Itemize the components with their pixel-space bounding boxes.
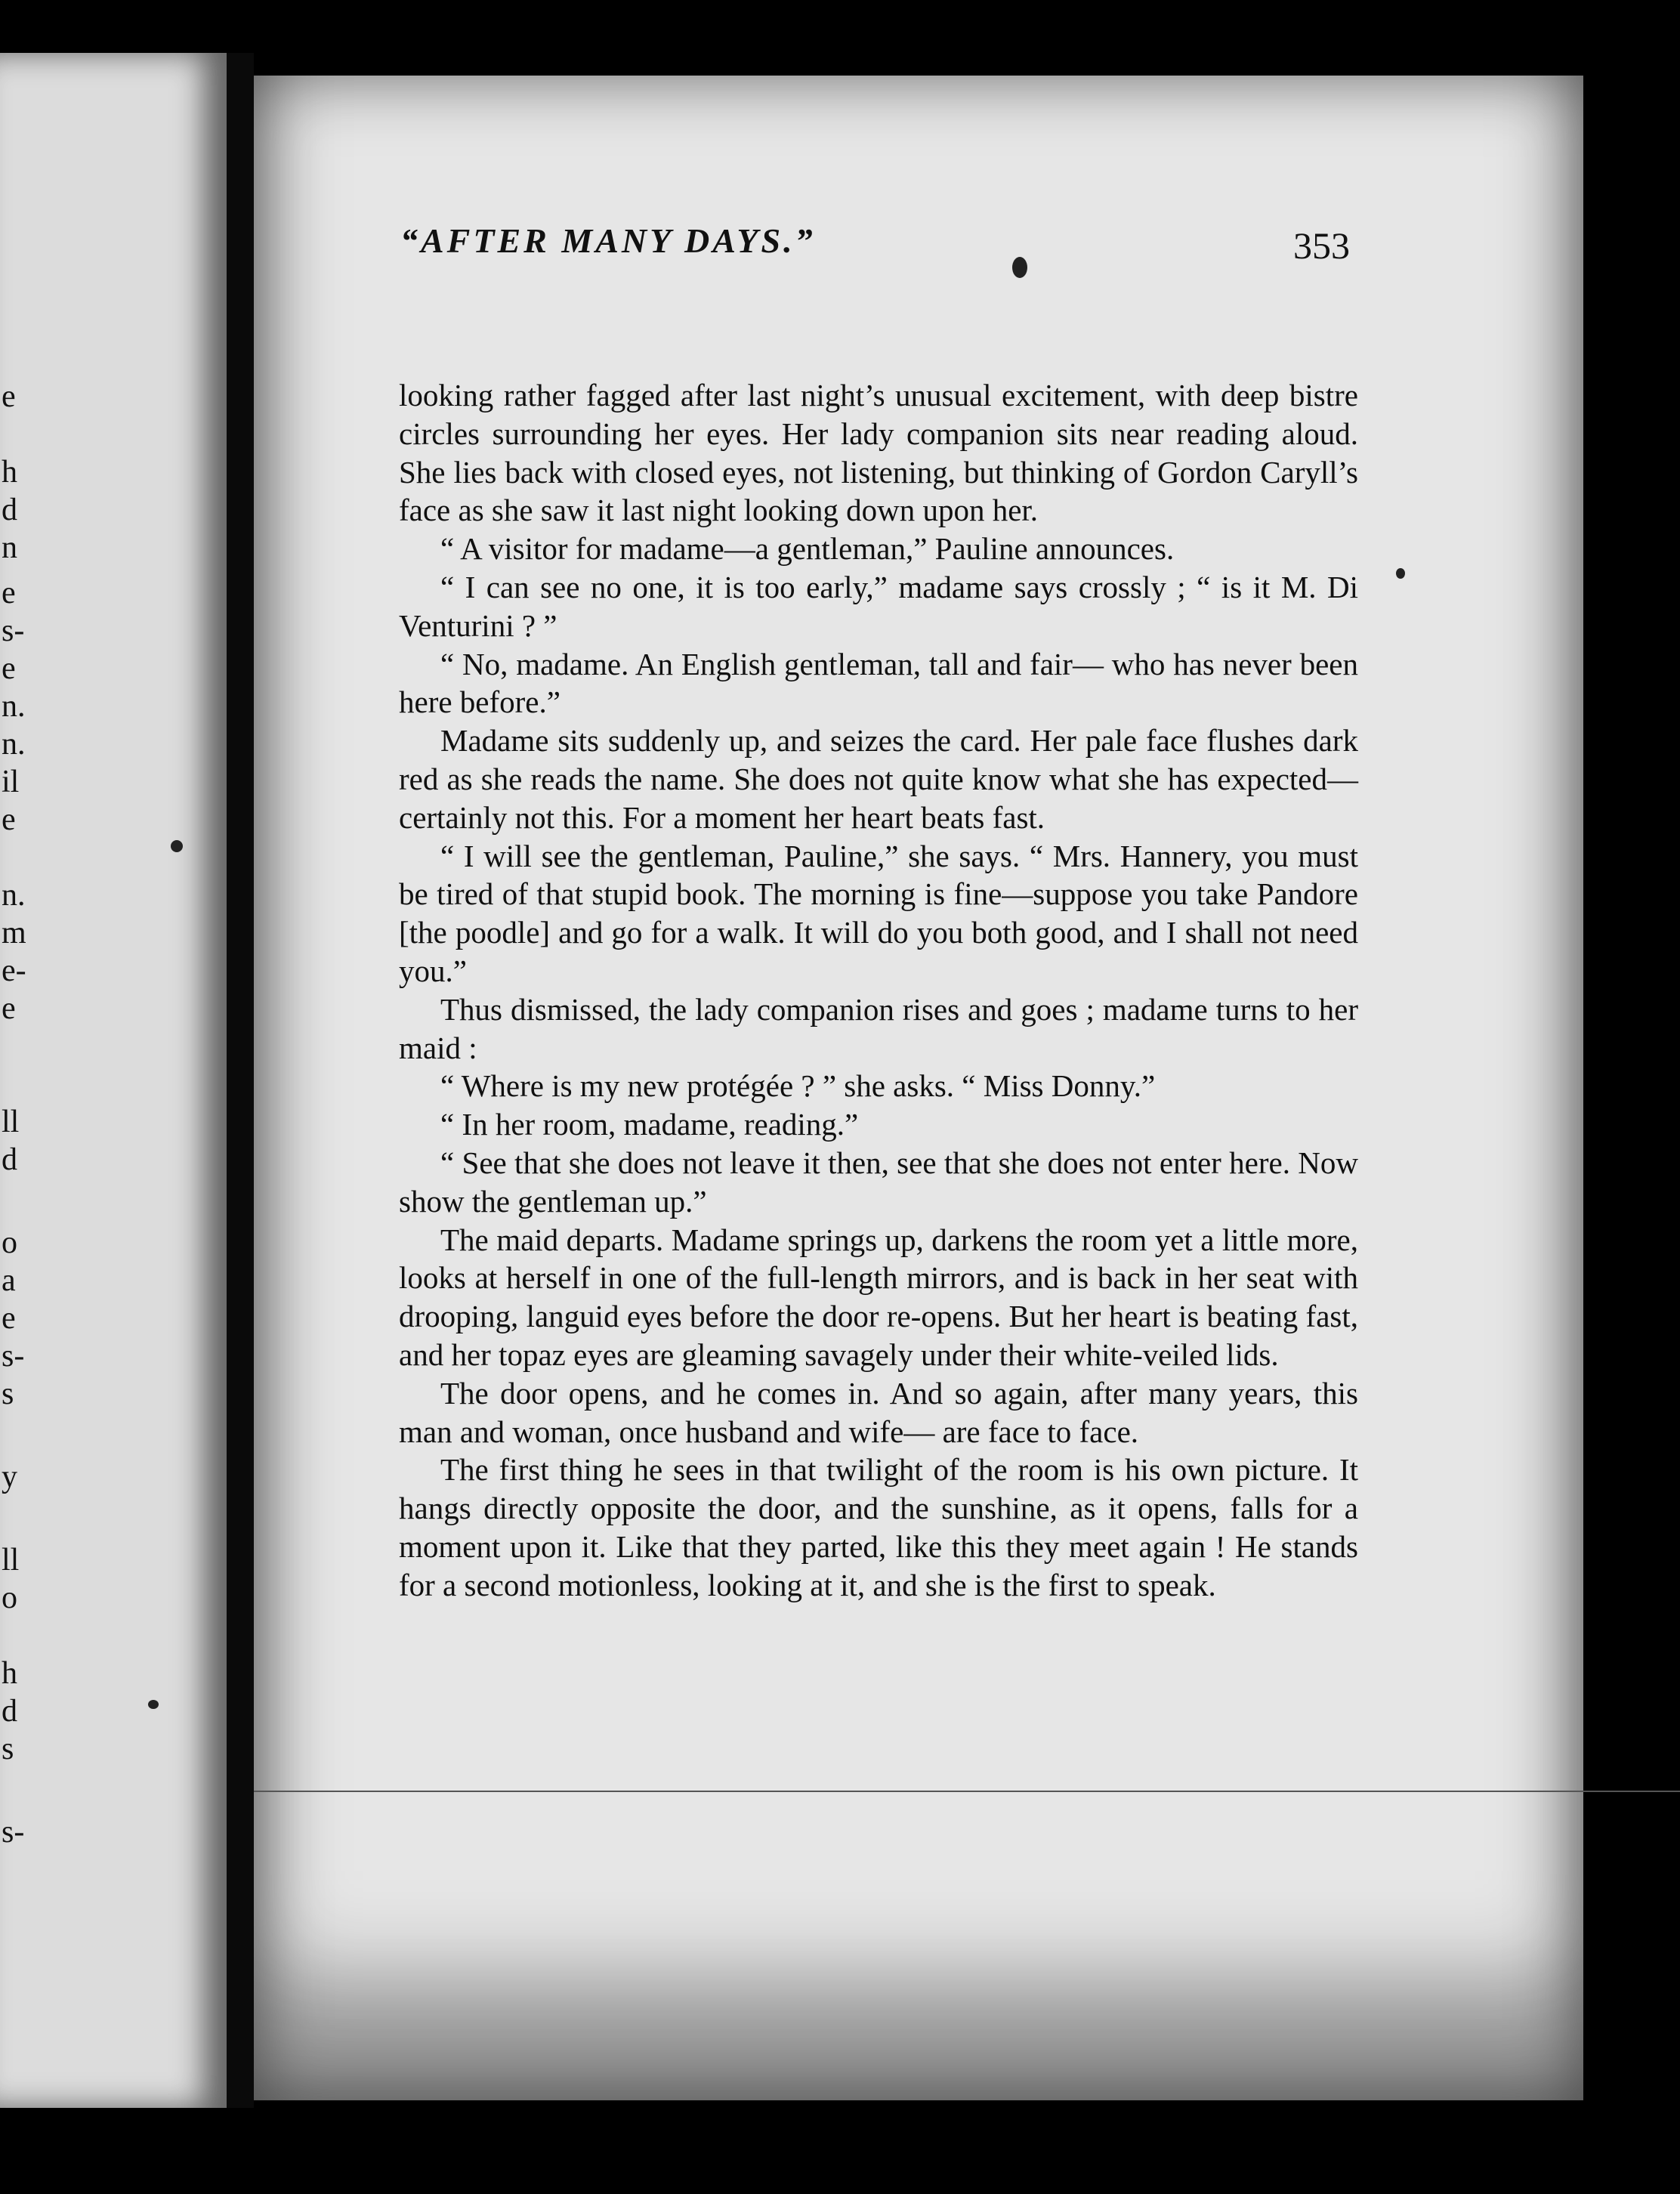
- ink-speck: [171, 840, 183, 852]
- facing-page-letter: n: [2, 530, 17, 565]
- paragraph: “ No, madame. An English gentleman, tall and fair— who has never been here before.”: [399, 646, 1358, 720]
- facing-page-letter: e: [2, 651, 16, 686]
- paragraph: “ Where is my new protégée ? ” she asks. “ Miss Donny.”: [440, 1068, 1156, 1104]
- facing-page-letter: d: [2, 493, 17, 527]
- scan-line-artifact: [254, 1791, 1680, 1792]
- book-gutter: [227, 53, 254, 2108]
- facing-page-letter: s-: [2, 613, 25, 648]
- facing-page-letter: h: [2, 1656, 17, 1691]
- paragraph: “ I can see no one, it is too early,” madame says crossly ; “ is it M. Di Venturini ? ”: [399, 569, 1358, 643]
- facing-page-letter: m: [2, 916, 26, 950]
- paragraph: “ I will see the gentleman, Pauline,” she says. “ Mrs. Hannery, you must be tired of that stupid book. The morning is fine—suppose you take Pandore [the poodle] and go for a walk. It will do you both good, and I shall not need you.”: [399, 838, 1358, 988]
- facing-page-letter: h: [2, 455, 17, 490]
- facing-page-letter: e-: [2, 953, 26, 988]
- facing-page-letter: y: [2, 1460, 17, 1494]
- facing-page-letter: d: [2, 1694, 17, 1729]
- facing-page-letter: e: [2, 1301, 16, 1336]
- facing-page-letter: o: [2, 1581, 17, 1615]
- facing-page-letter: d: [2, 1142, 17, 1177]
- paragraph: “ In her room, madame, reading.”: [440, 1107, 859, 1142]
- facing-page-letter: ll: [2, 1543, 20, 1578]
- paragraph: looking rather fagged after last night’s unusual excitement, with deep bistre circles surrounding her eyes. Her lady companion sits near reading aloud. She lies back with closed eyes, not listening, but thinking of Gordon Caryll’s face as she saw it last night looking down upon her.: [399, 378, 1358, 528]
- facing-page-letter: e: [2, 576, 16, 610]
- facing-page-letter: il: [2, 765, 20, 799]
- facing-page-letter: s: [2, 1377, 14, 1411]
- running-head: [400, 221, 1382, 273]
- facing-page-letter: ll: [2, 1105, 20, 1139]
- facing-page-letter: n.: [2, 878, 26, 913]
- paragraph: Madame sits suddenly up, and seizes the card. Her pale face flushes dark red as she reads the name. She does not quite know what she has expected—certainly not this. For a moment her heart beats fast.: [399, 723, 1358, 835]
- facing-page-letter: s-: [2, 1815, 25, 1849]
- facing-page-letter: n.: [2, 727, 26, 762]
- ink-speck: [1396, 568, 1405, 579]
- facing-page-letter: a: [2, 1263, 16, 1298]
- facing-page: [0, 53, 227, 2108]
- paragraph: The first thing he sees in that twilight of the room is his own picture. It hangs directly opposite the door, and the sunshine, as it opens, falls for a moment upon it. Like that they parted, like this they meet again ! He stands for a second motionless, looking at it, and she is the first to speak.: [399, 1452, 1358, 1602]
- facing-page-letter: e: [2, 802, 16, 837]
- facing-page-letter: s-: [2, 1339, 25, 1374]
- paragraph: The door opens, and he comes in. And so again, after many years, this man and woman, once husband and wife— are face to face.: [399, 1375, 1358, 1449]
- facing-page-letter: s: [2, 1732, 14, 1766]
- ink-speck: [148, 1700, 159, 1709]
- facing-page-letter: e: [2, 991, 16, 1026]
- paragraph: The maid departs. Madame springs up, darkens the room yet a little more, looks at herself in one of the full-length mirrors, and is back in her seat with drooping, languid eyes before the door re-opens. But her heart is beating fast, and her topaz eyes are gleaming savagely under their white-veiled lids.: [399, 1222, 1358, 1372]
- facing-page-letter: n.: [2, 689, 26, 724]
- body-text: [399, 376, 1358, 1605]
- facing-page-letter: o: [2, 1225, 17, 1260]
- facing-page-letter: e: [2, 379, 16, 414]
- ink-speck: [1012, 257, 1027, 278]
- paragraph: “ See that she does not leave it then, see that she does not enter here. Now show the gentleman up.”: [399, 1145, 1358, 1219]
- page-number: 353: [1293, 224, 1350, 267]
- running-title: “AFTER MANY DAYS.”: [400, 221, 816, 260]
- paragraph: Thus dismissed, the lady companion rises and goes ; madame turns to her maid :: [399, 991, 1358, 1065]
- paragraph: “ A visitor for madame—a gentleman,” Pauline announces.: [440, 531, 1175, 567]
